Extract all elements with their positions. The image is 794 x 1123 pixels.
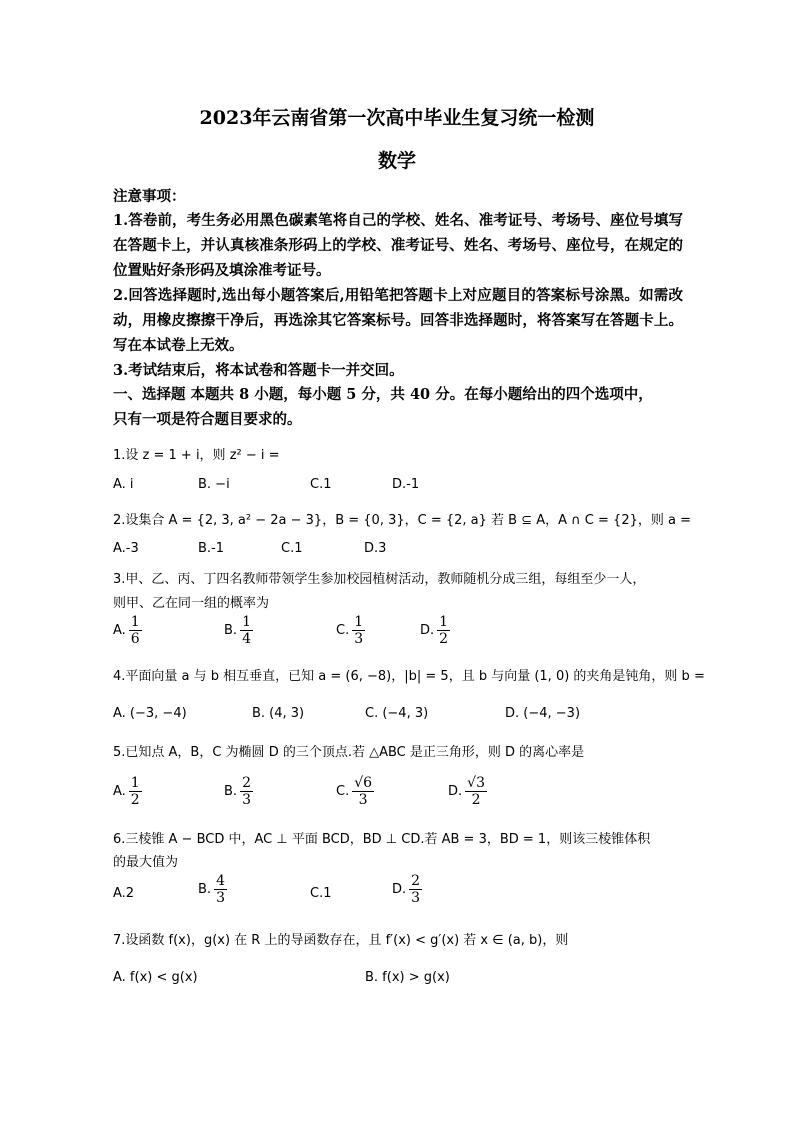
denominator: 2 [471, 792, 481, 808]
question-4-option-a: A. (−3, −4) [113, 706, 187, 721]
fraction [214, 873, 227, 906]
question-4-stem: 4.平面向量 a 与 b 相互垂直，已知 a = (6, −8)，|b| = 5，且 b 与向量 (1, 0) 的夹角是钝角，则 b = [113, 669, 705, 684]
question-2-stem: 2.设集合 A = {2, 3, a² − 2a − 3}，B = {0, 3}，C = {2, a} 若 B ⊆ A，A ∩ C = {2}，则 a = [113, 513, 691, 528]
denominator: 3 [358, 792, 368, 808]
question-3-option-d [420, 614, 450, 647]
question-1-option-d: D.-1 [392, 477, 420, 492]
notice-item-3: 3.考试结束后，将本试卷和答题卡一并交回。 [113, 362, 404, 379]
numerator: √3 [467, 775, 485, 791]
option-label: B. [224, 784, 238, 799]
numerator: 1 [439, 614, 449, 630]
fraction [240, 614, 253, 647]
numerator: √6 [354, 775, 373, 791]
question-5-option-b [224, 775, 253, 808]
question-1-option-a: A. i [113, 477, 134, 492]
question-1-option-b: B. −i [198, 477, 230, 492]
question-2-option-b: B.-1 [198, 541, 225, 556]
question-6-option-d [392, 873, 422, 906]
fraction [465, 775, 487, 808]
denominator: 3 [242, 792, 251, 808]
question-6-stem-line2: 的最大值为 [113, 855, 179, 870]
fraction [240, 775, 253, 808]
notice-item-1: 1.答卷前，考生务必用黑色碳素笔将自己的学校、姓名、准考证号、考场号、座位号填写在答题卡上，并认真核准条形码上的学校、准考证号、姓名、考场号、座位号，在规定的位置贴好条形码及填涂准考证号。 [113, 212, 683, 279]
fraction [352, 775, 374, 808]
subject-heading: 数学 [377, 150, 416, 172]
question-6-stem-line1: 6.三棱锥 A − BCD 中，AC ⊥ 平面 BCD，BD ⊥ CD.若 AB = 3，BD = 1，则该三棱锥体积 [113, 832, 651, 847]
denominator: 2 [439, 631, 449, 647]
option-label: C. [336, 784, 350, 799]
option-label: A. [113, 784, 126, 799]
fraction [129, 775, 142, 808]
question-5-option-a [113, 775, 142, 808]
notice-heading: 注意事项： [113, 188, 186, 205]
option-label: D. [420, 623, 435, 638]
question-3-stem-line2: 则甲、乙在同一组的概率为 [113, 596, 270, 611]
numerator: 1 [242, 614, 251, 630]
question-6-option-c: C.1 [310, 886, 332, 901]
question-2-option-a: A.-3 [113, 541, 139, 556]
question-7-option-a: A. f(x) < g(x) [113, 970, 198, 985]
numerator: 2 [411, 873, 421, 889]
option-label: C. [336, 623, 350, 638]
option-label: A. [113, 623, 126, 638]
denominator: 3 [411, 890, 421, 906]
question-4-option-b: B. (4, 3) [252, 706, 305, 721]
question-2-option-c: C.1 [281, 541, 303, 556]
question-3-option-a [113, 614, 142, 647]
notice-item-2: 2.回答选择题时,选出每小题答案后,用铅笔把答题卡上对应题目的答案标号涂黑。如需改动，用橡皮擦擦干净后，再选涂其它答案标号。回答非选择题时，将答案写在答题卡上。写在本试卷上无效。 [113, 287, 683, 354]
fraction [409, 873, 422, 906]
section1-heading-line1: 一、选择题 本题共 8 小题，每小题 5 分，共 40 分。在每小题给出的四个选项中， [113, 386, 653, 403]
numerator: 1 [130, 775, 140, 791]
fraction [437, 614, 450, 647]
denominator: 6 [130, 631, 140, 647]
option-label: B. [224, 623, 238, 638]
denominator: 4 [242, 631, 251, 647]
numerator: 1 [354, 614, 364, 630]
option-label: D. [448, 784, 463, 799]
question-4-option-d: D. (−4, −3) [505, 706, 581, 721]
question-7-option-b: B. f(x) > g(x) [365, 970, 450, 985]
numerator: 4 [216, 873, 225, 889]
question-1-option-c: C.1 [310, 477, 332, 492]
question-5-stem: 5.已知点 A，B，C 为椭圆 D 的三个顶点.若 △ABC 是正三角形，则 D 的离心率是 [113, 745, 585, 760]
question-1-stem: 1.设 z = 1 + i，则 z² − i = [113, 448, 280, 463]
question-3-option-c [336, 614, 365, 647]
option-label: B. [198, 882, 212, 897]
numerator: 2 [242, 775, 251, 791]
question-5-option-d [448, 775, 487, 808]
numerator: 1 [130, 614, 140, 630]
fraction [129, 614, 142, 647]
denominator: 3 [216, 890, 225, 906]
question-6-option-b [198, 873, 227, 906]
question-2-option-d: D.3 [364, 541, 387, 556]
fraction [352, 614, 365, 647]
exam-title: 2023年云南省第一次高中毕业生复习统一检测 [199, 107, 595, 129]
question-5-option-c [336, 775, 374, 808]
denominator: 3 [354, 631, 364, 647]
question-7-stem: 7.设函数 f(x)，g(x) 在 R 上的导函数存在，且 f′(x) < g′(x) 若 x ∈ (a, b)，则 [113, 933, 569, 948]
denominator: 2 [130, 792, 140, 808]
question-6-option-a: A.2 [113, 886, 135, 901]
question-3-option-b [224, 614, 253, 647]
option-label: D. [392, 882, 407, 897]
question-4-option-c: C. (−4, 3) [365, 706, 429, 721]
question-3-stem-line1: 3.甲、乙、丙、丁四名教师带领学生参加校园植树活动，教师随机分成三组，每组至少一人， [113, 572, 646, 587]
section1-heading-line2: 只有一项是符合题目要求的。 [113, 411, 302, 428]
